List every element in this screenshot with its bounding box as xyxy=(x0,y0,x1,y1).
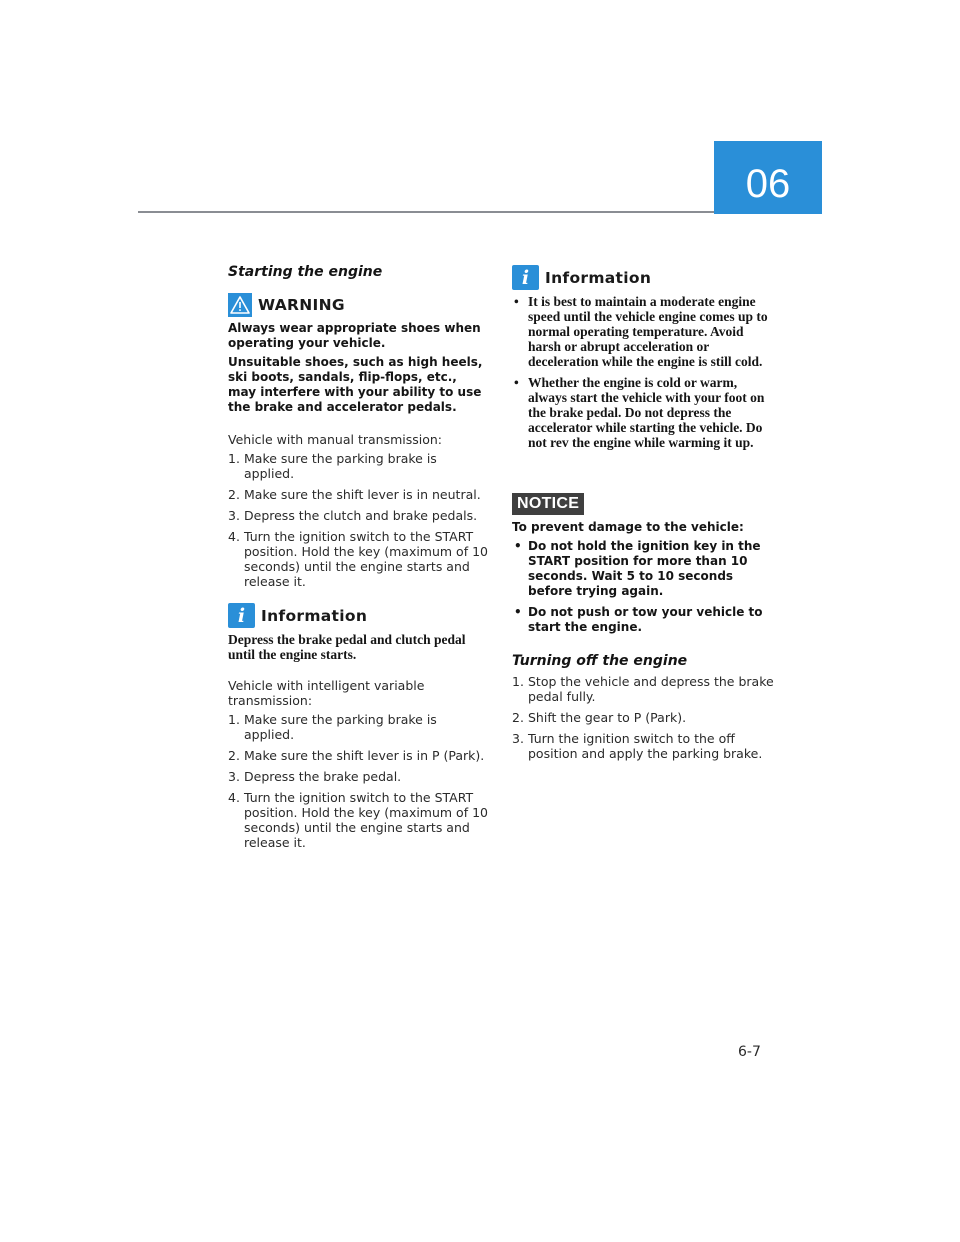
list-item: 1. Make sure the parking brake is applied. xyxy=(228,712,437,742)
info-title: Information xyxy=(545,268,652,287)
chapter-tab xyxy=(714,141,822,214)
list-item: 1. Make sure the parking brake is applied. xyxy=(228,451,437,481)
list-item: • Do not push or tow your vehicle to start the engine. xyxy=(514,605,763,634)
info-header-right xyxy=(512,265,651,290)
turning-off-steps xyxy=(512,674,774,767)
list-item: 3. Depress the clutch and brake pedals. xyxy=(228,508,478,523)
notice-badge: NOTICE xyxy=(512,493,584,515)
ivt-intro: Vehicle with intelligent variable transmission: xyxy=(228,678,425,708)
page-number: 6-7 xyxy=(738,1044,761,1060)
chapter-number: 06 xyxy=(745,162,791,206)
notice-bullets xyxy=(512,539,774,641)
list-item: 2. Make sure the shift lever is in neutral. xyxy=(228,487,481,502)
list-item: • It is best to maintain a moderate engine speed until the vehicle engine comes up to normal operating temperature. Avoid harsh or abrupt acceleration or deceleration while the engine is still cold. xyxy=(514,294,768,369)
list-item: 1. Stop the vehicle and depress the brake pedal fully. xyxy=(512,674,774,704)
list-item: 3. Turn the ignition switch to the off position and apply the parking brake. xyxy=(512,731,763,761)
warning-paragraph: Unsuitable shoes, such as high heels, ski boots, sandals, flip-flops, etc., may interfere with your ability to use the brake and accelerator pedals. xyxy=(228,355,483,414)
list-item: 2. Shift the gear to P (Park). xyxy=(512,710,687,725)
manual-steps xyxy=(228,451,490,595)
warning-header xyxy=(228,293,345,317)
section-title-turning-off: Turning off the engine xyxy=(512,653,688,669)
list-item: 4. Turn the ignition switch to the START position. Hold the key (maximum of 10 seconds) until the engine starts and release it. xyxy=(228,529,488,589)
list-item: 4. Turn the ignition switch to the START position. Hold the key (maximum of 10 seconds) until the engine starts and release it. xyxy=(228,790,488,850)
section-title-starting: Starting the engine xyxy=(228,264,383,280)
info-title: Information xyxy=(261,606,368,625)
info-header-left xyxy=(228,603,367,628)
info-icon: i xyxy=(512,265,539,290)
warning-paragraph: Always wear appropriate shoes when operating your vehicle. xyxy=(228,321,481,350)
notice-intro: To prevent damage to the vehicle: xyxy=(512,520,744,534)
info-bullets xyxy=(512,294,770,456)
list-item: 2. Make sure the shift lever is in P (Park). xyxy=(228,748,485,763)
manual-intro: Vehicle with manual transmission: xyxy=(228,432,443,447)
warning-triangle-icon xyxy=(228,293,252,317)
info-icon: i xyxy=(228,603,255,628)
info-text: Depress the brake pedal and clutch pedal until the engine starts. xyxy=(228,632,466,662)
list-item: • Whether the engine is cold or warm, always start the vehicle with your foot on the brake pedal. Do not depress the accelerator while starting the vehicle. Do not rev the engine while warming it up. xyxy=(514,375,765,450)
list-item: 3. Depress the brake pedal. xyxy=(228,769,402,784)
ivt-steps xyxy=(228,712,490,856)
list-item: • Do not hold the ignition key in the START position for more than 10 seconds. Wait 5 to 10 seconds before trying again. xyxy=(514,539,761,598)
warning-title: WARNING xyxy=(258,296,345,314)
header-rule xyxy=(138,211,714,213)
